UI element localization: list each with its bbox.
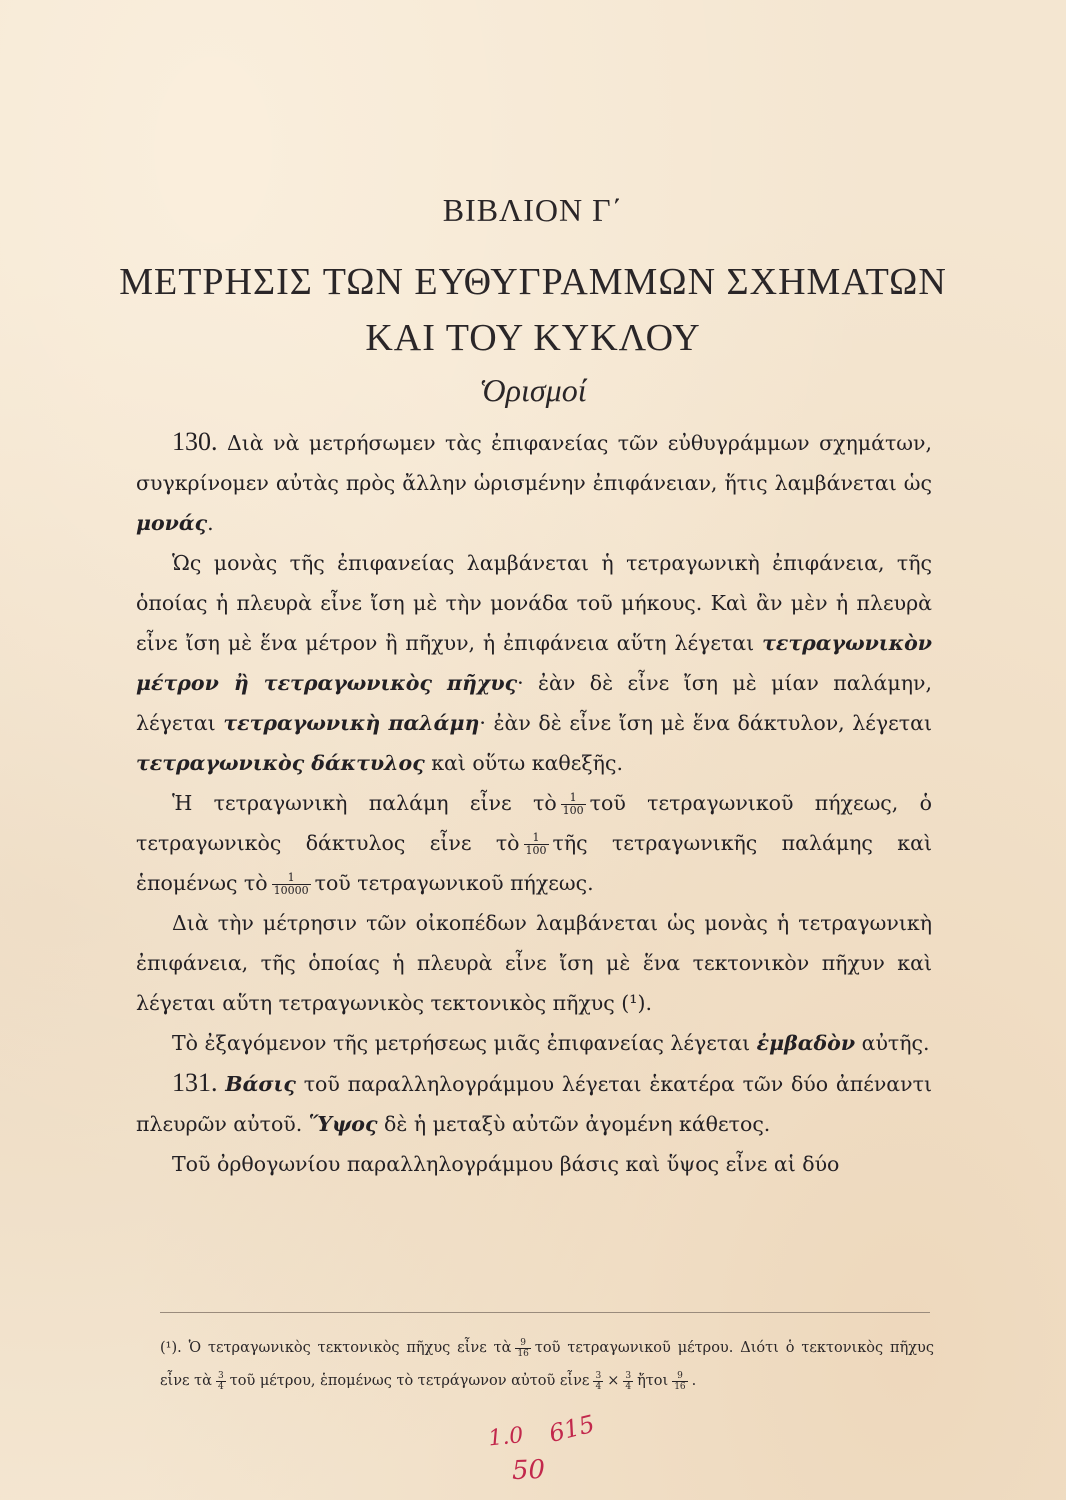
text-span: τοῦ τετραγωνικοῦ πήχεως. xyxy=(314,871,594,895)
paragraph-130 xyxy=(136,422,932,543)
text-span: καὶ οὕτω καθεξῆς. xyxy=(424,751,623,775)
fraction-numerator: 9 xyxy=(515,1338,530,1349)
body-text xyxy=(136,422,932,1184)
fraction-numerator: 3 xyxy=(595,1370,602,1381)
paragraph-131 xyxy=(136,1063,932,1144)
emphasized-term: τετραγωνικὴ παλάμη xyxy=(223,711,480,735)
text-span: Ὡς μονὰς τῆς ἐπιφανείας λαμβάνεται ἡ τετραγωνικὴ ἐπιφάνεια, τῆς ὁποίας ἡ πλευρὰ εἶνε ἴση μὲ τὴν μονάδα τοῦ μήκους. Καὶ ἂν μὲν ἡ πλευρὰ εἶνε ἴση μὲ ἕνα μέτρον ἢ πῆχυν, ἡ ἐπιφάνεια αὕτη λέγεται xyxy=(136,551,932,655)
handwritten-mark: 615 xyxy=(546,1409,598,1448)
fraction xyxy=(672,1371,687,1392)
text-span: . xyxy=(691,1373,697,1389)
footnote-paragraph xyxy=(160,1332,934,1398)
emphasized-term: Ὕψος xyxy=(308,1112,378,1136)
fraction-denominator: 100 xyxy=(525,844,547,857)
fraction xyxy=(623,1371,633,1392)
emphasized-term: ἐμβαδὸν xyxy=(756,1031,856,1055)
emphasized-term: τετραγωνικὸν μέτρον ἢ τετραγωνικὸς πῆχυς xyxy=(136,631,932,695)
text-span: τῆς τετραγωνικῆς παλάμης καὶ ἑπομένως τὸ xyxy=(136,831,932,895)
fraction xyxy=(515,1338,530,1359)
emphasized-term: τετραγωνικὸς δάκτυλος xyxy=(136,751,425,775)
paragraph-unit-definition xyxy=(136,543,932,783)
footnote-divider xyxy=(160,1312,930,1313)
fraction xyxy=(561,792,586,817)
text-span: · ἐὰν δὲ εἶνε ἴση μὲ μίαν παλάμην, λέγεται xyxy=(136,671,932,735)
text-span: αὐτῆς. xyxy=(855,1031,930,1055)
fraction xyxy=(524,832,549,857)
footnote xyxy=(160,1332,934,1398)
fraction-denominator: 4 xyxy=(217,1381,224,1392)
fraction-denominator: 16 xyxy=(674,1381,686,1392)
paragraph-number: 130. xyxy=(172,427,218,456)
text-span: . xyxy=(207,511,214,535)
multiply-sign: × xyxy=(607,1373,620,1389)
text-span: (¹). Ὁ τετραγωνικὸς τεκτονικὸς πῆχυς εἶνε τὰ xyxy=(160,1340,512,1356)
section-heading: Ὁρισμοί xyxy=(479,372,587,408)
paragraph-area xyxy=(136,1023,932,1063)
fraction-numerator: 3 xyxy=(625,1370,632,1381)
fraction-numerator: 1 xyxy=(561,792,586,805)
fraction xyxy=(593,1371,603,1392)
text-span: τοῦ παραλληλογράμμου λέγεται ἑκατέρα τῶν δύο ἀπέναντι πλευρῶν αὐτοῦ. xyxy=(136,1072,932,1136)
paragraph-rectangle: Τοῦ ὀρθογωνίου παραλληλογράμμου βάσις καὶ ὕψος εἶνε αἱ δύο xyxy=(172,1152,840,1176)
handwritten-mark: 1.0 xyxy=(487,1422,525,1452)
fraction-denominator: 100 xyxy=(562,804,584,817)
fraction-denominator: 10000 xyxy=(273,884,309,897)
text-span: · ἐὰν δὲ εἶνε ἴση μὲ ἕνα δάκτυλον, λέγεται xyxy=(479,711,932,735)
fraction-denominator: 4 xyxy=(595,1381,602,1392)
text-span: τοῦ μέτρου, ἑπομένως τὸ τετράγωνον αὐτοῦ εἶνε xyxy=(229,1373,590,1389)
fraction-numerator: 9 xyxy=(672,1371,687,1382)
chapter-title-line-1: ΜΕΤΡΗΣΙΣ ΤΩΝ ΕΥΘΥΓΡΑΜΜΩΝ ΣΧΗΜΑΤΩΝ xyxy=(119,261,947,303)
text-span: τοῦ τετραγωνικοῦ μέτρου. Διότι ὁ τεκτονικὸς πῆχυς εἶνε τὰ xyxy=(160,1340,934,1389)
fraction xyxy=(272,872,311,897)
paragraph-land-measure: Διὰ τὴν μέτρησιν τῶν οἰκοπέδων λαμβάνεται ὡς μονὰς ἡ τετραγωνικὴ ἐπιφάνεια, τῆς ὁποίας ἡ πλευρὰ εἶνε ἴση μὲ ἕνα τεκτονικὸν πῆχυν καὶ λέγεται αὕτη τετραγωνικὸς τεκτονικὸς πῆχυς (¹). xyxy=(136,911,932,1015)
paragraph-fractions xyxy=(136,783,932,903)
fraction-denominator: 4 xyxy=(625,1381,632,1392)
fraction-numerator: 1 xyxy=(524,832,549,845)
fraction-denominator: 16 xyxy=(517,1348,529,1359)
text-span: ἤτοι xyxy=(637,1373,669,1389)
fraction-numerator: 1 xyxy=(272,872,311,885)
text-span: τοῦ τετραγωνικοῦ πήχεως, ὁ τετραγωνικὸς δάκτυλος εἶνε τὸ xyxy=(136,791,932,855)
paragraph-number: 131. xyxy=(172,1068,218,1097)
emphasized-term: μονάς xyxy=(136,511,208,535)
text-span: Διὰ νὰ μετρήσωμεν τὰς ἐπιφανείας τῶν εὐθυγράμμων σχημάτων, συγκρίνομεν αὐτὰς πρὸς ἄλλην ὡρισμένην ἐπιφάνειαν, ἥτις λαμβάνεται ὡς xyxy=(136,431,932,495)
chapter-title-line-2: ΚΑΙ ΤΟΥ ΚΥΚΛΟΥ xyxy=(365,317,701,359)
fraction-numerator: 3 xyxy=(217,1370,224,1381)
text-span: Τὸ ἐξαγόμενον τῆς μετρήσεως μιᾶς ἐπιφανείας λέγεται xyxy=(172,1031,757,1055)
fraction xyxy=(216,1371,226,1392)
handwritten-annotation xyxy=(487,1409,598,1487)
chapter-label: ΒΙΒΛΙΟΝ Γ΄ xyxy=(442,192,624,228)
emphasized-term: Βάσις xyxy=(225,1072,296,1096)
text-span: Ἡ τετραγωνικὴ παλάμη εἶνε τὸ xyxy=(172,791,557,815)
handwritten-mark: 50 xyxy=(511,1454,546,1487)
text-span: δὲ ἡ μεταξὺ αὐτῶν ἀγομένη κάθετος. xyxy=(377,1112,771,1136)
